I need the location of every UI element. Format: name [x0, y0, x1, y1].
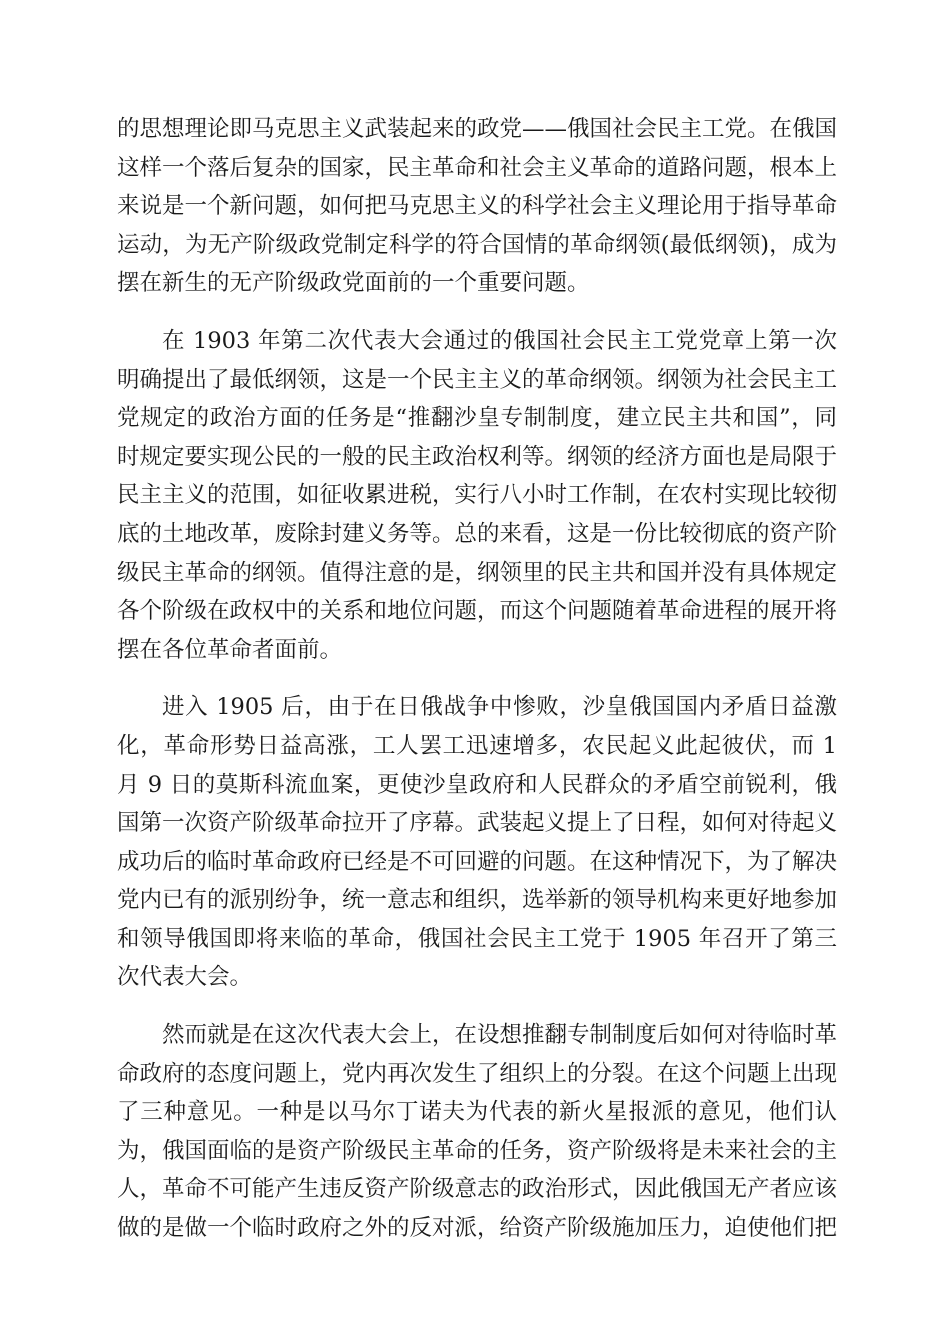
paragraph-4: 然而就是在这次代表大会上，在设想推翻专制制度后如何对待临时革命政府的态度问题上，党内再次发生了组织上的分裂。在这个问题上出现了三种意见。一种是以马尔丁诺夫为代表的新火星报派的意见，他们认为，俄国面临的是资产阶级民主革命的任务，资产阶级将是未来社会的主人，革命不可能产生违反资产阶级意志的政治形式，因此俄国无产者应该做的是做一个临时政府之外的反对派，给资产阶级施加压力，迫使他们把 — [117, 1022, 838, 1242]
document-body — [117, 110, 837, 1267]
paragraph-3: 进入 1905 后，由于在日俄战争中惨败，沙皇俄国国内矛盾日益激化，革命形势日益高涨，工人罢工迅速增多，农民起义此起彼伏，而 1 月 9 日的莫斯科流血案，更使沙皇政府和人民群众的矛盾空前锐利，俄国第一次资产阶级革命拉开了序幕。武装起义提上了日程，如何对待起义成功后的临时革命政府已经是不可回避的问题。在这种情况下，为了解决党内已有的派别纷争，统一意志和组织，选举新的领导机构来更好地参加和领导俄国即将来临的革命，俄国社会民主工党于 1905 年召开了第三次代表大会。 — [117, 694, 838, 991]
paragraph-2: 在 1903 年第二次代表大会通过的俄国社会民主工党党章上第一次明确提出了最低纲领，这是一个民主主义的革命纲领。纲领为社会民主工党规定的政治方面的任务是“推翻沙皇专制制度，建立民主共和国”，同时规定要实现公民的一般的民主政治权利等。纲领的经济方面也是局限于民主主义的范围，如征收累进税，实行八小时工作制，在农村实现比较彻底的土地改革，废除封建义务等。总的来看，这是一份比较彻底的资产阶级民主革命的纲领。值得注意的是，纲领里的民主共和国并没有具体规定各个阶级在政权中的关系和地位问题，而这个问题随着革命进程的展开将摆在各位革命者面前。 — [117, 327, 838, 663]
paragraph-1: 的思想理论即马克思主义武装起来的政党——俄国社会民主工党。在俄国这样一个落后复杂的国家，民主革命和社会主义革命的道路问题，根本上来说是一个新问题，如何把马克思主义的科学社会主义理论用于指导革命运动，为无产阶级政党制定科学的符合国情的革命纲领(最低纲领)，成为摆在新生的无产阶级政党面前的一个重要问题。 — [117, 116, 838, 297]
